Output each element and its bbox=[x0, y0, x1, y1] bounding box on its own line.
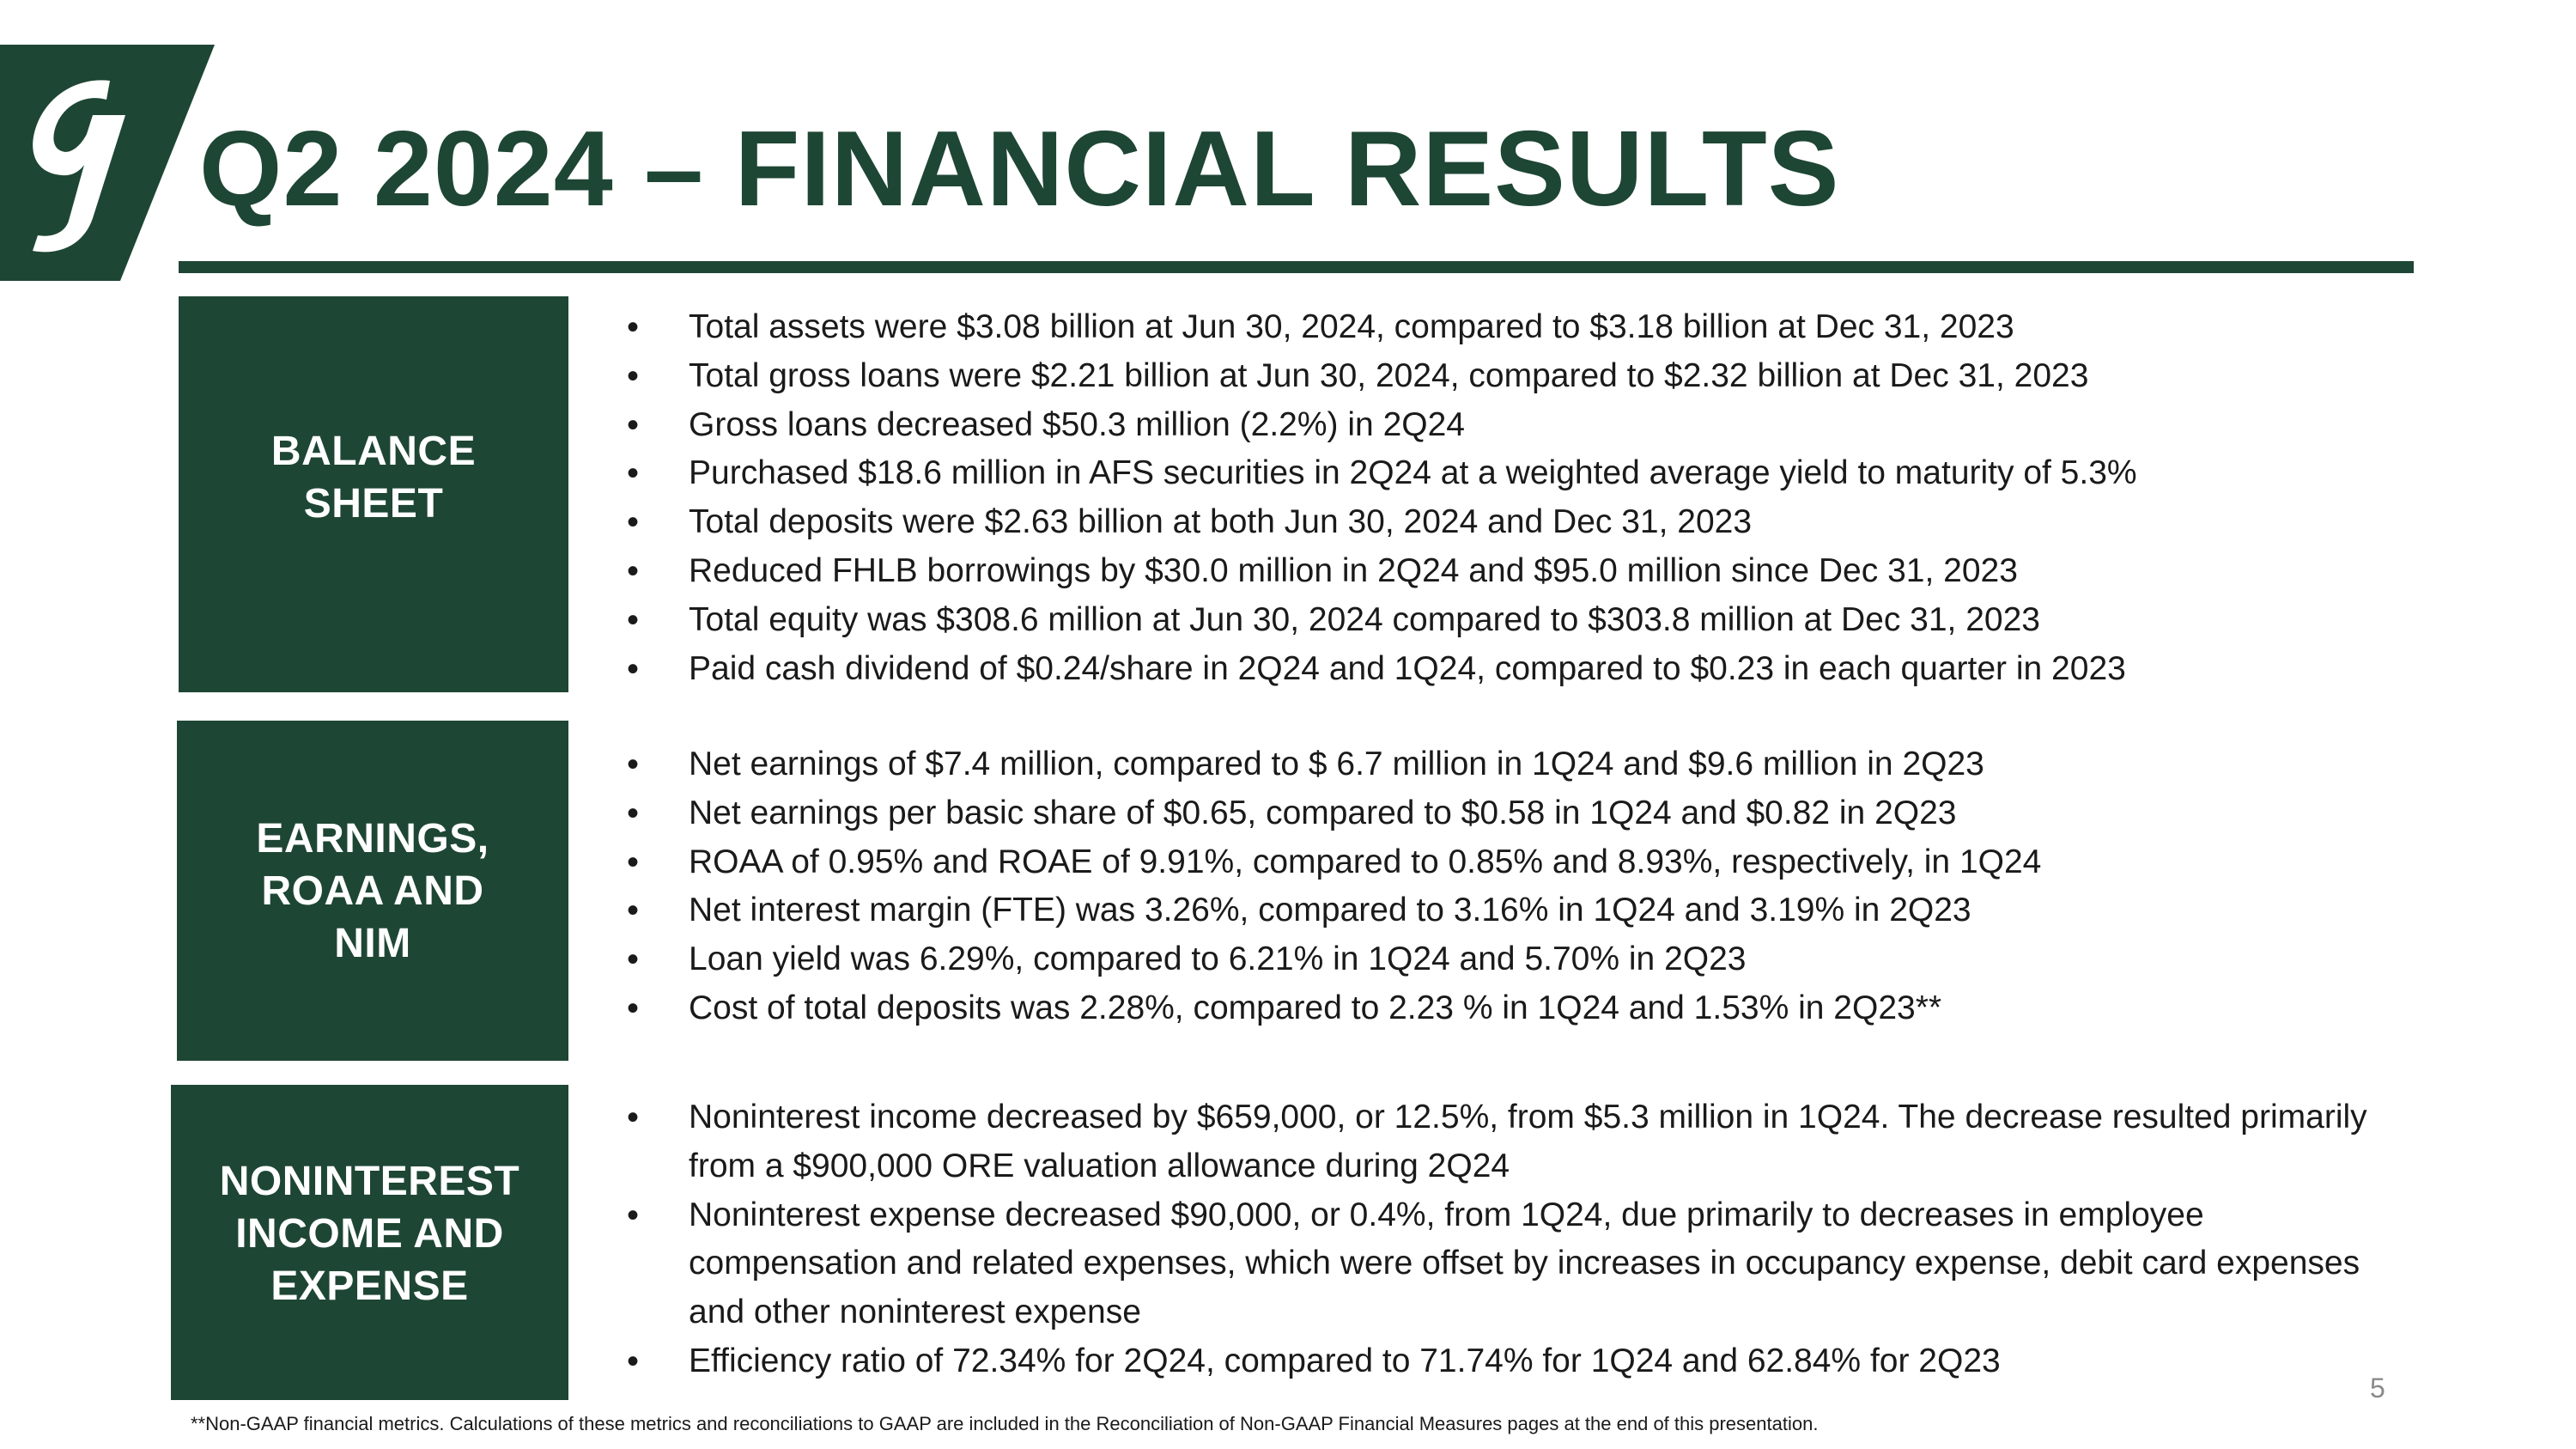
list-item bbox=[620, 645, 2137, 694]
bullet-text: Paid cash dividend of $0.24/share in 2Q24 and 1Q24, compared to $0.23 in each quarter in 2023 bbox=[689, 649, 2126, 687]
label-line: SHEET bbox=[303, 480, 444, 527]
list-item bbox=[620, 401, 2137, 450]
noninterest-label bbox=[171, 1085, 568, 1400]
bullet-icon: • bbox=[627, 1099, 640, 1136]
list-item bbox=[620, 449, 2137, 498]
bullet-icon: • bbox=[627, 405, 640, 444]
bullet-icon: • bbox=[627, 551, 640, 590]
bullet-line: compensation and related expenses, which were offset by increases in occupancy expense, debit card expenses bbox=[689, 1245, 2360, 1282]
bullet-text: Gross loans decreased $50.3 million (2.2%) in 2Q24 bbox=[689, 405, 1465, 443]
bullet-icon: • bbox=[627, 989, 640, 1027]
list-item bbox=[620, 1337, 2367, 1386]
bullet-text: Total deposits were $2.63 billion at both Jun 30, 2024 and Dec 31, 2023 bbox=[689, 503, 1753, 541]
list-item bbox=[620, 935, 2041, 984]
bullet-line: Noninterest expense decreased $90,000, or 0.4%, from 1Q24, due primarily to decreases in employee bbox=[689, 1196, 2204, 1233]
list-item bbox=[620, 1191, 2367, 1337]
bullet-line: Efficiency ratio of 72.34% for 2Q24, compared to 71.74% for 1Q24 and 62.84% for 2Q23 bbox=[689, 1342, 2001, 1379]
bullet-text: Total gross loans were $2.21 billion at Jun 30, 2024, compared to $2.32 billion at Dec 31, 2023 bbox=[689, 356, 2089, 394]
label-line: EARNINGS, bbox=[256, 815, 489, 861]
bullet-icon: • bbox=[627, 649, 640, 688]
bullet-icon: • bbox=[627, 1196, 640, 1234]
label-line: NIM bbox=[334, 920, 411, 966]
bullet-icon: • bbox=[627, 454, 640, 493]
bullet-icon: • bbox=[627, 746, 640, 783]
bullet-line: Noninterest income decreased by $659,000, or 12.5%, from $5.3 million in 1Q24. The decrease resulted primarily bbox=[689, 1099, 2367, 1135]
bullet-text: Net earnings of $7.4 million, compared to $ 6.7 million in 1Q24 and $9.6 million in 2Q23 bbox=[689, 746, 1984, 782]
bullet-icon: • bbox=[627, 892, 640, 930]
noninterest-bullets bbox=[620, 1093, 2367, 1386]
earnings-bullets bbox=[620, 740, 2041, 1033]
earnings-label bbox=[177, 721, 568, 1061]
bullet-icon: • bbox=[627, 843, 640, 881]
page-number: 5 bbox=[2370, 1373, 2385, 1403]
bullet-icon: • bbox=[627, 503, 640, 542]
list-item bbox=[620, 498, 2137, 547]
label-line: EXPENSE bbox=[270, 1263, 469, 1309]
list-item bbox=[620, 303, 2137, 352]
bullet-line: and other noninterest expense bbox=[689, 1294, 1141, 1331]
bullet-text: ROAA of 0.95% and ROAE of 9.91%, compared to 0.85% and 8.93%, respectively, in 1Q24 bbox=[689, 843, 2042, 880]
bullet-text: Loan yield was 6.29%, compared to 6.21% in 1Q24 and 5.70% in 2Q23 bbox=[689, 941, 1747, 978]
bullet-text: Net interest margin (FTE) was 3.26%, compared to 3.16% in 1Q24 and 3.19% in 2Q23 bbox=[689, 892, 1971, 929]
label-line: BALANCE bbox=[270, 428, 477, 474]
bullet-icon: • bbox=[627, 794, 640, 832]
label-line: INCOME AND bbox=[235, 1211, 504, 1257]
list-item bbox=[620, 740, 2041, 789]
label-line: NONINTEREST bbox=[219, 1159, 520, 1204]
list-item bbox=[620, 789, 2041, 838]
bullet-text: Purchased $18.6 million in AFS securities in 2Q24 at a weighted average yield to maturity of 5.3% bbox=[689, 454, 2137, 492]
bullet-text: Reduced FHLB borrowings by $30.0 million in 2Q24 and $95.0 million since Dec 31, 2023 bbox=[689, 551, 2018, 589]
bullet-line: from a $900,000 ORE valuation allowance during 2Q24 bbox=[689, 1147, 1510, 1184]
list-item bbox=[620, 838, 2041, 887]
bullet-icon: • bbox=[627, 941, 640, 979]
bullet-text: Total equity was $308.6 million at Jun 30, 2024 compared to $303.8 million at Dec 31, 2023 bbox=[689, 600, 2040, 638]
title-underline bbox=[179, 261, 2414, 273]
bullet-icon: • bbox=[627, 600, 640, 639]
list-item bbox=[620, 352, 2137, 401]
list-item bbox=[620, 886, 2041, 935]
bullet-text: Net earnings per basic share of $0.65, compared to $0.58 in 1Q24 and $0.82 in 2Q23 bbox=[689, 794, 1957, 831]
bullet-icon: • bbox=[627, 308, 640, 346]
page-title: Q2 2024 – FINANCIAL RESULTS bbox=[199, 110, 1840, 228]
bullet-text: Total assets were $3.08 billion at Jun 30, 2024, compared to $3.18 billion at Dec 31, 2023 bbox=[689, 308, 2014, 345]
list-item bbox=[620, 547, 2137, 596]
bullet-icon: • bbox=[627, 356, 640, 395]
balance-sheet-bullets bbox=[620, 303, 2137, 693]
bullet-text: Cost of total deposits was 2.28%, compared to 2.23 % in 1Q24 and 1.53% in 2Q23** bbox=[689, 989, 1942, 1026]
footnote: **Non-GAAP financial metrics. Calculations of these metrics and reconciliations to GAAP are included in the Reconciliation of Non-GAAP Financial Measures pages at the end of this presentation. bbox=[191, 1413, 1819, 1434]
list-item bbox=[620, 984, 2041, 1033]
balance-sheet-label bbox=[179, 296, 568, 692]
label-line: ROAA AND bbox=[261, 868, 484, 914]
g-logo-icon bbox=[0, 45, 215, 281]
list-item bbox=[620, 1093, 2367, 1191]
bullet-icon: • bbox=[627, 1342, 640, 1380]
list-item bbox=[620, 596, 2137, 645]
